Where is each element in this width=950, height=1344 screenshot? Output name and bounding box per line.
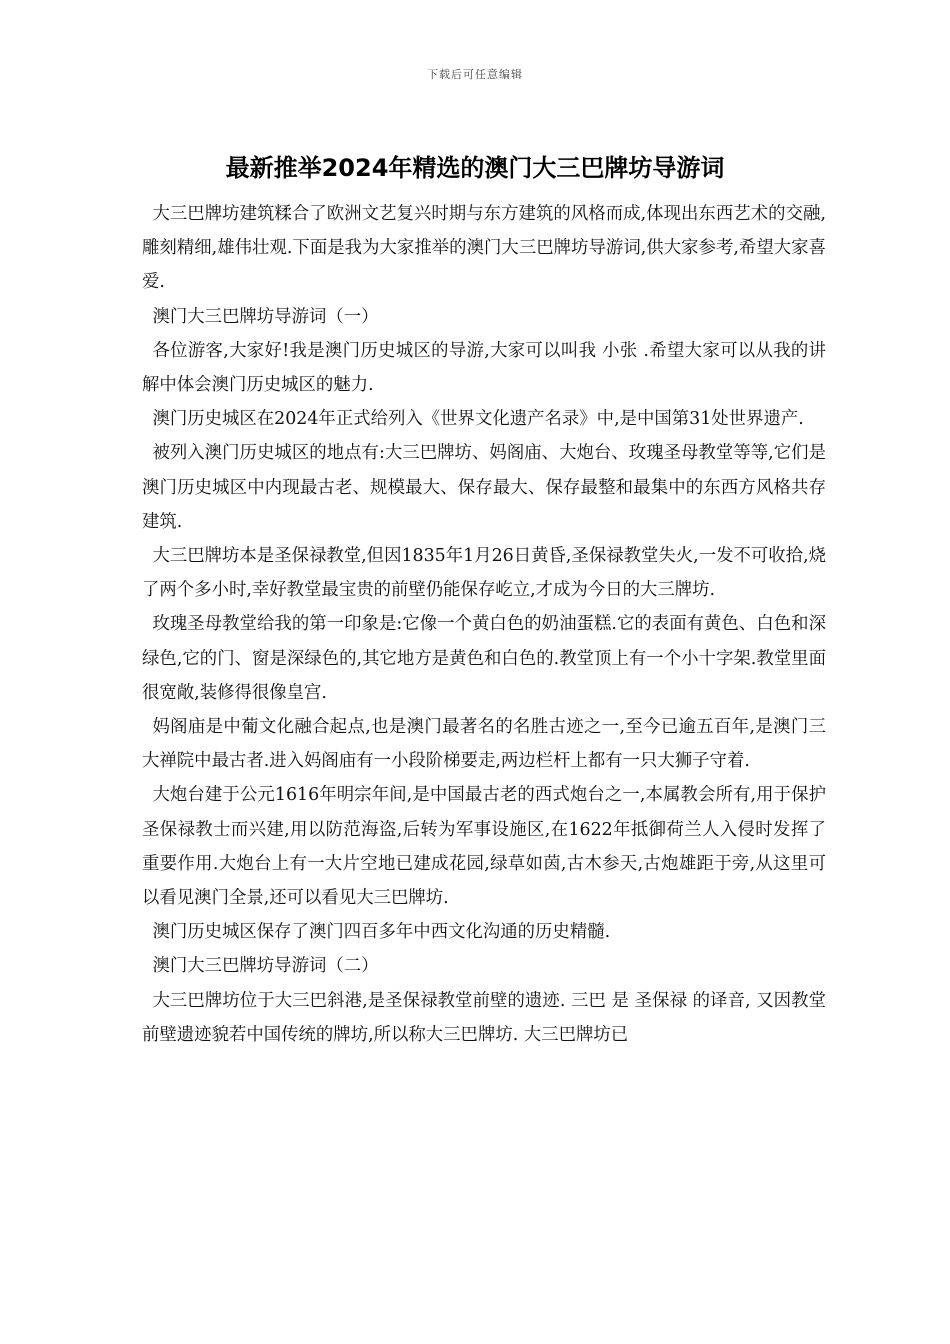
section-heading-1: 澳门大三巴牌坊导游词（一） (152, 306, 379, 327)
paragraph: 大炮台建于公元1616年明宗年间,是中国最古老的西式炮台之一,本属教会所有,用于保护圣保禄教士而兴建,用以防范海盗,后转为军事设施区,在1622年抵御荷兰人入侵时发挥了重要作用.大炮台上有一大片空地已建成花园,绿草如茵,古木参天,古炮雄距于旁,从这里可以看见澳门全景,还可以看见大三巴牌坊. (142, 785, 826, 909)
paragraph: 各位游客,大家好!我是澳门历史城区的导游,大家可以叫我 小张 .希望大家可以从我的讲解中体会澳门历史城区的魅力. (142, 340, 826, 396)
header-note: 下载后可任意编辑 (427, 68, 523, 81)
paragraph-intro: 大三巴牌坊建筑糅合了欧洲文艺复兴时期与东方建筑的风格而成,体现出东西艺术的交融,雕刻精细,雄伟壮观.下面是我为大家推举的澳门大三巴牌坊导游词,供大家参考,希望大家喜爱. (142, 204, 826, 293)
paragraph: 大三巴牌坊本是圣保禄教堂,但因1835年1月26日黄昏,圣保禄教堂失火,一发不可收拾,烧了两个多小时,幸好教堂最宝贵的前壁仍能保存屹立,才成为今日的大三牌坊. (142, 546, 826, 601)
paragraph: 妈阁庙是中葡文化融合起点,也是澳门最著名的名胜古迹之一,至今已逾五百年,是澳门三大禅院中最古者.进入妈阁庙有一小段阶梯要走,两边栏杆上都有一只大狮子守着. (142, 717, 826, 772)
paragraph: 玫瑰圣母教堂给我的第一印象是:它像一个黄白色的奶油蛋糕.它的表面有黄色、白色和深绿色,它的门、窗是深绿色的,其它地方是黄色和白色的.教堂顶上有一个小十字架.教堂里面很宽敞,装修得很像皇宫. (142, 614, 826, 703)
paragraph: 澳门历史城区在2024年正式给列入《世界文化遗产名录》中,是中国第31处世界遗产. (152, 409, 804, 430)
document-body (142, 197, 826, 1052)
document-title: 最新推举2024年精选的澳门大三巴牌坊导游词 (225, 154, 725, 182)
paragraph: 大三巴牌坊位于大三巴斜港,是圣保禄教堂前壁的遗迹. 三巴 是 圣保禄 的译音, 又因教堂前壁遗迹貌若中国传统的牌坊,所以称大三巴牌坊. 大三巴牌坊已 (142, 990, 826, 1045)
paragraph: 被列入澳门历史城区的地点有:大三巴牌坊、妈阁庙、大炮台、玫瑰圣母教堂等等,它们是澳门历史城区中内现最古老、规模最大、保存最大、保存最整和最集中的东西方风格共存建筑. (142, 443, 826, 532)
paragraph: 澳门历史城区保存了澳门四百多年中西文化沟通的历史精髓. (152, 922, 611, 943)
section-heading-2: 澳门大三巴牌坊导游词（二） (152, 956, 379, 977)
